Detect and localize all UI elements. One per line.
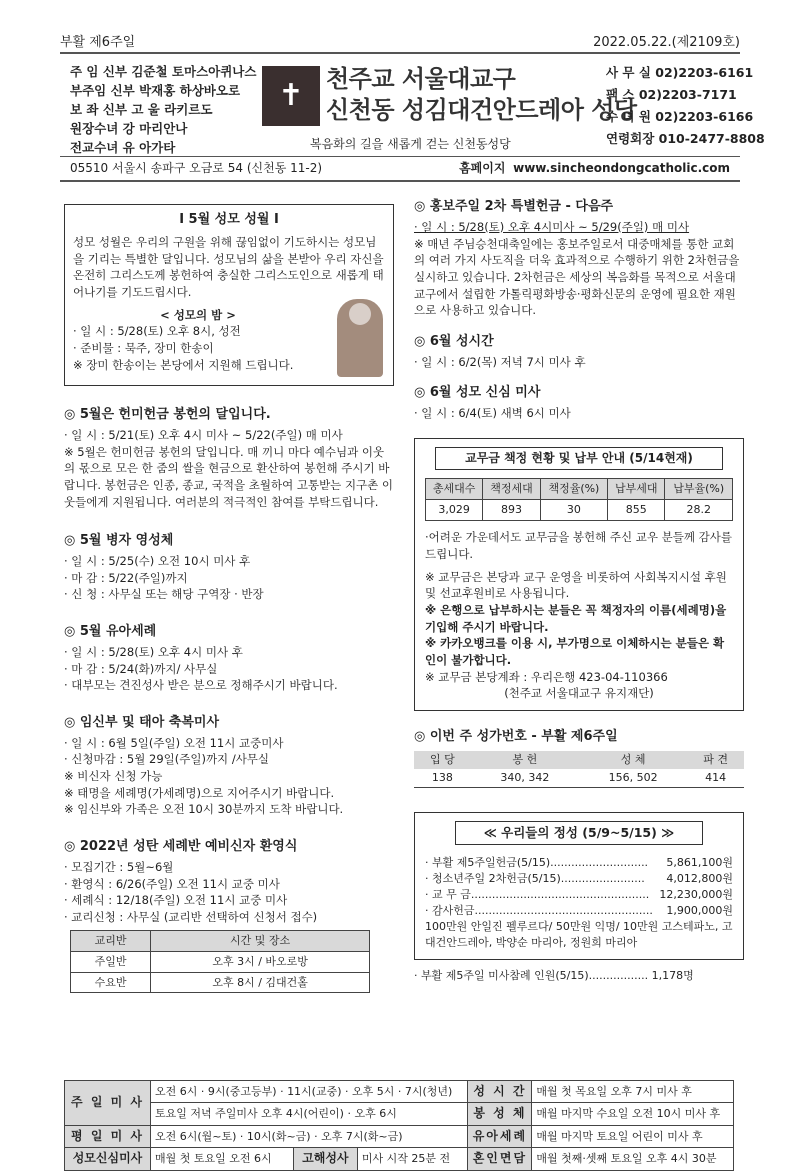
table-header: 시간 및 장소 [151,930,370,951]
staff-item: 주 임 신부 김준철 토마스아퀴나스 [70,64,257,79]
dues-table [425,478,733,521]
table-cell: 138 [431,770,453,784]
mary-month-box [64,204,394,386]
schedule-value: 매월 첫 토요일 오전 6시 [151,1148,294,1170]
table-cell: 28.2 [665,500,733,521]
hymns-table [414,751,744,788]
offering-item [425,855,733,871]
table-cell: 주일반 [71,951,151,972]
dues-box [414,438,744,711]
dues-note: ·어려운 가운데서도 교무금을 봉헌해 주신 교우 분들께 감사를 드립니다. [425,530,732,561]
notice-title: ◎ 6월 성모 신심 미사 [414,385,541,401]
homepage-link[interactable]: www.sincheondongcatholic.com [513,161,730,175]
notice-line: · 세례식 : 12/18(주일) 오전 11시 교중 미사 [64,893,288,908]
staff-list [70,62,256,157]
right-notices [414,198,744,422]
notice-title: ◎ 5월 병자 영성체 [64,533,174,549]
staff-item: 보 좌 신부 고 울 라키르도 [70,102,213,117]
notice-line: ※ 임신부와 가족은 오전 10시 30분까지 도착 바랍니다. [64,802,344,817]
mary-night-line: ※ 장미 한송이는 본당에서 지원해 드립니다. [73,357,294,372]
table-header: 파 견 [687,751,744,769]
offering-amount: 5,861,100원 [666,856,733,870]
schedule-value: 매월 첫째·셋째 토요일 오후 4시 30분 [532,1148,734,1170]
hymns-section [414,728,744,788]
office-contacts [606,62,765,150]
church-name [326,64,637,126]
notice-line: · 일 시 : 6월 5일(주일) 오전 11시 교중미사 [64,735,284,750]
table-header: 납부율(%) [665,479,733,500]
donor-list: 100만원 안일진 펠루르다/ 50만원 익명/ 10만원 고스테파노, 고대건안드레아, 박양순 마리아, 정원희 마리아 [425,919,733,949]
church-name-line1: 천주교 서울대교구 [326,65,516,93]
table-header: 교리반 [71,930,151,951]
schedule-value: 매월 마지막 수요일 오전 10시 미사 후 [532,1103,734,1125]
notice-line: · 일 시 : 6/4(토) 새벽 6시 미사 [414,406,571,421]
dues-note: (천주교 서울대교구 유지재단) [504,686,654,701]
notice-line: · 마 감 : 5/24(화)까지/ 사무실 [64,661,218,676]
notice-section [414,198,744,319]
table-cell: 414 [705,770,727,784]
notice-line: · 모집기간 : 5월~6월 [64,859,174,874]
offering-item [425,903,733,919]
notice-line: ※ 비신자 신청 가능 [64,769,163,784]
schedule-value: 오전 6시(월~토) · 10시(화~금) · 오후 7시(화~금) [151,1125,468,1147]
schedule-value: 매월 첫 목요일 오후 7시 미사 후 [532,1081,734,1103]
mary-month-body: 성모 성월은 우리의 구원을 위해 끊임없이 기도하시는 성모님을 기리는 특별한 달입니다. 성모님의 삶을 본받아 우리 자신을 온전히 그리스도께 봉헌하여 충실한 그리스도인으로 새롭게 태어나기를 기도드립시다. [73,234,384,299]
notice-title: ◎ 2022년 성탄 세례반 예비신자 환영식 [64,839,298,855]
motto: 복음화의 길을 새롭게 걷는 신천동성당 [310,137,511,151]
table-row [65,1081,734,1103]
hymns-title: ◎ 이번 주 성가번호 - 부활 제6주일 [414,729,618,744]
class-table [70,930,370,994]
dues-note: ※ 카카오뱅크를 이용 시, 부가명으로 이체하시는 분들은 확인이 불가합니다. [425,636,725,667]
offering-label: · 청소년주일 2차헌금(5/15)........................ [425,872,645,886]
schedule-label: 성 시 간 [468,1081,532,1103]
notice-line: · 일 시 : 6/2(목) 저녁 7시 미사 후 [414,354,586,369]
table-row [414,769,744,787]
schedule-value: 매월 마지막 토요일 어린이 미사 후 [532,1125,734,1147]
attendance: · 부활 제5주일 미사참례 인원(5/15)................. 1,178명 [414,968,694,982]
notice-title: ◎ 5월은 헌미헌금 봉헌의 달입니다. [64,407,271,422]
mass-schedule [64,1080,734,1171]
table-cell: 오후 8시 / 김대건홀 [151,972,370,993]
table-cell: 3,029 [426,500,483,521]
homepage-label: 홈페이지 [459,161,506,175]
notice-title: ◎ 6월 성시간 [414,333,494,349]
mary-night-line: · 일 시 : 5/28(토) 오후 8시, 성전 [73,324,241,339]
notice-section [414,333,744,371]
schedule-value: 오전 6시 · 9시(중고등부) · 11시(교중) · 오후 5시 · 7시(청년) [151,1081,468,1103]
notice-line: · 일 시 : 5/21(토) 오후 4시 미사 ~ 5/22(주일) 매 미사 [64,427,343,442]
notice-section [414,384,744,422]
table-header: 책정세대 [483,479,540,500]
offerings-title: ≪ 우리들의 정성 (5/9~5/15) ≫ [455,821,703,845]
left-notices [64,406,394,993]
dues-title: 교무금 책정 현황 및 납부 안내 (5/14현재) [435,447,723,470]
church-name-line2: 신천동 성김대건안드레아 성당 [326,96,637,124]
notice-line: · 환영식 : 6/26(주일) 오전 11시 교중 미사 [64,876,280,891]
notice-line: ※ 태명을 세례명(가세례명)으로 지어주시기 바랍니다. [64,785,335,800]
offering-amount: 4,012,800원 [666,872,733,886]
notice-section [64,623,394,694]
table-cell: 340, 342 [500,770,550,784]
schedule-label: 유아세례 [468,1125,532,1147]
table-header: 납부세대 [608,479,665,500]
table-row [65,1148,734,1170]
liturgical-season: 부활 제6주일 [60,35,136,50]
offering-label: · 부활 제5주일헌금(5/15)............................ [425,856,649,870]
table-header: 성 체 [579,751,687,769]
notice-title: ◎ 임신부 및 태아 축복미사 [64,714,220,730]
notice-line: · 신청마감 : 5월 29일(주일)까지 /사무실 [64,752,270,767]
notice-line: ※ 5월은 헌미헌금 봉헌의 달입니다. 매 끼니 마다 예수님과 이웃의 몫으로 모은 한 줌의 쌀을 현금으로 환산하여 봉헌해 주시기 바랍니다. 봉헌금은 인종, 종교, 국적을 초월하여 고통받는 지구촌 이웃들에게 지원됩니다. 여러분의 적극적인 참여를 부탁드립니다. [64,444,394,509]
table-row [65,1103,734,1125]
notice-title: ◎ 홍보주일 2차 특별헌금 - 다음주 [414,199,614,214]
table-header: 책정율(%) [540,479,607,500]
staff-item: 원장수녀 강 마리안나 [70,121,188,136]
table-row [426,500,733,521]
offering-item [425,871,733,887]
schedule-value: 미사 시작 25분 전 [357,1148,468,1170]
notice-line: · 일 시 : 5/28(토) 오후 4시미사 ~ 5/29(주일) 매 미사 [414,219,690,234]
notice-line: · 일 시 : 5/25(수) 오전 10시 미사 후 [64,554,251,569]
notice-section [64,406,394,510]
notice-line: · 대부모는 견진성사 받은 분으로 정해주시기 바랍니다. [64,678,338,693]
notice-line: ※ 매년 주님승천대축일에는 홍보주일로서 대중매체를 통한 교회의 여러 가지 사도직을 더욱 효과적으로 수행하기 위한 2차헌금을 실시하고 있습니다. 2차헌금은 세상의 복음화를 목적으로 서울대교구에서 설립한 가톨릭평화방송·평화신문의 운영에 필요한 재원으로 사용하고 있습니다. [414,236,740,318]
table-cell: 오후 3시 / 바오로방 [151,951,370,972]
offering-amount: 1,900,000원 [666,903,733,917]
schedule-label: 고해성사 [293,1148,357,1170]
offerings-box [414,812,744,984]
table-cell: 855 [608,500,665,521]
table-header: 봉 헌 [471,751,579,769]
table-cell: 893 [483,500,540,521]
mary-month-title: Ⅰ 5월 성모 성월 Ⅰ [179,212,279,227]
mary-night-title: < 성모의 밤 > [160,307,236,322]
notice-title: ◎ 5월 유아세례 [64,624,157,640]
divider [60,156,740,157]
church-logo-icon: ✝ [262,66,320,126]
table-row [71,972,370,993]
offering-amount: 12,230,000원 [659,888,733,901]
issue-date: 2022.05.22.(제2109호) [593,35,740,50]
offering-item [425,887,733,903]
contact-item: 팩 스 02)2203-7171 [606,87,737,102]
dues-note: ※ 은행으로 납부하시는 분들은 꼭 책정자의 이름(세례명)을 기입해 주시기 바랍니다. [425,602,727,634]
table-header: 총세대수 [426,479,483,500]
schedule-label: 혼인면담 [468,1148,532,1170]
table-cell: 156, 502 [608,770,658,784]
schedule-label: 평 일 미 사 [65,1125,151,1147]
contact-item: 연령회장 010-2477-8808 [606,131,765,146]
contact-item: 수 녀 원 02)2203-6166 [606,109,754,124]
table-row [71,951,370,972]
contact-item: 사 무 실 02)2203-6161 [606,65,754,80]
mary-night-line: · 준비물 : 묵주, 장미 한송이 [73,340,214,355]
offering-label: · 감사헌금................................................... [425,903,653,917]
divider [60,180,740,182]
notice-line: · 마 감 : 5/22(주일)까지 [64,570,188,585]
schedule-label: 주 일 미 사 [65,1081,151,1126]
table-cell: 수요반 [71,972,151,993]
notice-section [64,838,394,993]
offering-label: · 교 무 금................................................... [425,888,650,901]
notice-line: · 일 시 : 5/28(토) 오후 4시 미사 후 [64,644,243,659]
notice-section [64,532,394,603]
mary-statue-image [337,299,383,377]
table-row [65,1125,734,1147]
staff-item: 부주임 신부 박재홍 하상바오로 [70,83,241,98]
divider [60,52,740,54]
schedule-value: 토요일 저녁 주일미사 오후 4시(어린이) · 오후 6시 [151,1103,468,1125]
address-bar [70,160,730,177]
address: 05510 서울시 송파구 오금로 54 (신천동 11-2) [70,161,323,175]
table-cell: 30 [540,500,607,521]
schedule-label: 성모신심미사 [65,1148,151,1170]
dues-note: ※ 교무금은 본당과 교구 운영을 비롯하여 사회복지시설 후원 및 선교후원비로 사용됩니다. [425,569,727,601]
dues-note: ※ 교무금 본당계좌 : 우리은행 423-04-110366 [425,669,668,684]
table-header: 입 당 [414,751,471,769]
notice-line: · 신 청 : 사무실 또는 해당 구역장 · 반장 [64,587,264,602]
staff-item: 전교수녀 유 아가타 [70,140,176,155]
notice-line: · 교리신청 : 사무실 (교리반 선택하여 신청서 접수) [64,909,318,924]
masthead-topline [60,34,740,53]
notice-section [64,714,394,818]
schedule-label: 봉 성 체 [468,1103,532,1125]
